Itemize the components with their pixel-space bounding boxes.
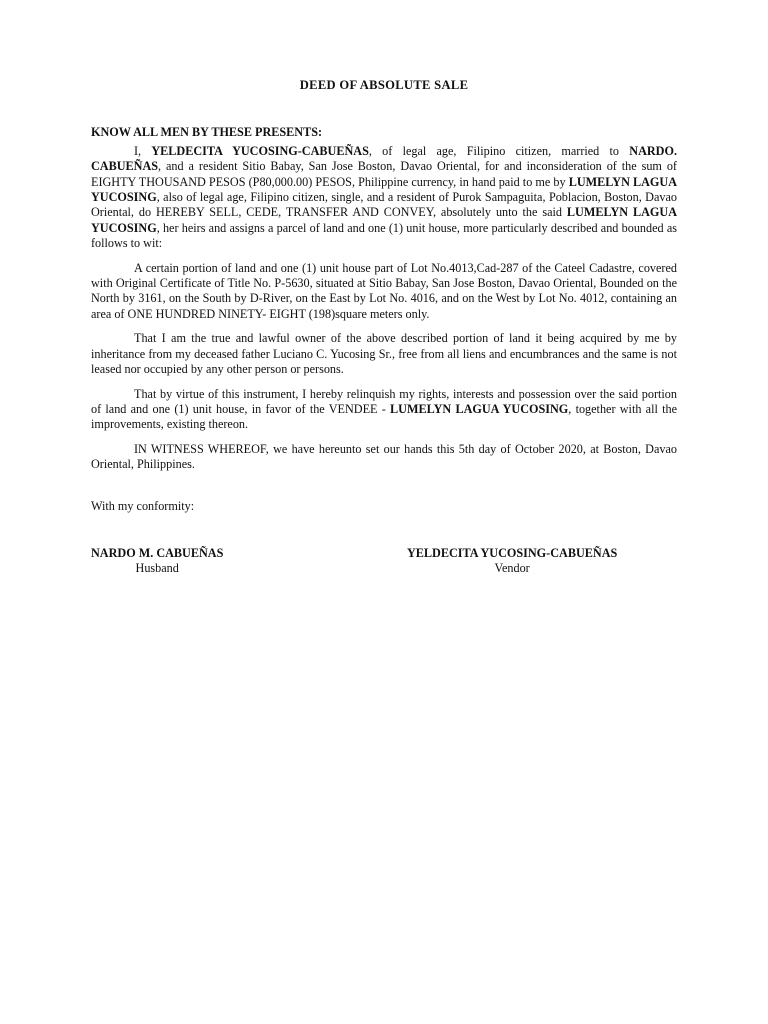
p4-text-2: , together with all the improvements, existing thereon. — [91, 401, 677, 432]
paragraph-sale-terms — [91, 144, 677, 252]
paragraph-witness: IN WITNESS WHEREOF, we have hereunto set our hands this 5th day of October 2020, at Boston, Davao Oriental, Philippines. — [91, 441, 677, 472]
p1-text-2: , of legal age, Filipino citizen, married to — [368, 143, 630, 158]
signatory-name: YELDECITA YUCOSING-CABUEÑAS — [407, 545, 618, 560]
vendee-name-final: LUMELYN LAGUA YUCOSING — [390, 401, 569, 416]
p1-text-4: , also of legal age, Filipino citizen, single, and a resident of Purok Sampaguita, Poblacion, Boston, Davao Oriental, do HEREBY SELL, CEDE, TRANSFER AND CONVEY, absolutely unto the said — [91, 190, 677, 220]
vendee-name-repeat: LUMELYN LAGUA YUCOSING — [91, 205, 677, 235]
signatory-vendor — [407, 546, 617, 577]
signatory-husband — [91, 546, 223, 577]
signatory-name: NARDO M. CABUEÑAS — [91, 545, 224, 560]
document-title: DEED OF ABSOLUTE SALE — [299, 78, 469, 92]
p1-text-1: I, — [134, 143, 152, 158]
paragraph-property-description: A certain portion of land and one (1) unit house part of Lot No.4013,Cad-287 of the Cateel Cadastre, covered with Original Certificate of Title No. P-5630, situated at Sitio Babay, San Jose Boston, Davao Oriental, Bounded on the North by 3161, on the South by D-River, on the East by Lot No. 4016, and on the West by Lot No. 4012, containing an area of ONE HUNDRED NINETY- EIGHT (198)square meters only. — [91, 260, 677, 321]
husband-name: NARDO. CABUEÑAS — [91, 143, 677, 174]
vendee-name: LUMELYN LAGUA YUCOSING — [91, 174, 678, 205]
signatory-role: Vendor — [494, 561, 530, 576]
signatory-role: Husband — [135, 561, 179, 576]
conformity-label: With my conformity: — [91, 498, 195, 513]
signature-block — [91, 546, 677, 586]
p4-text-1: That by virtue of this instrument, I hereby relinquish my rights, interests and possession over the said portion of land and one (1) unit house, in favor of the VENDEE - — [91, 386, 677, 416]
paragraph-ownership: That I am the true and lawful owner of the above described portion of land it being acquired by me by inheritance from my deceased father Luciano C. Yucosing Sr., free from all liens and encumbrances and the same is not leased nor occupied by any other person or persons. — [91, 331, 677, 377]
p1-text-5: , her heirs and assigns a parcel of land and one (1) unit house, more particularly described and bounded as follows to wit: — [91, 220, 677, 251]
vendor-name: YELDECITA YUCOSING-CABUEÑAS — [151, 143, 369, 158]
paragraph-relinquish — [91, 387, 677, 433]
intro-heading: KNOW ALL MEN BY THESE PRESENTS: — [91, 125, 323, 140]
deed-document — [91, 78, 677, 586]
p1-text-3: , and a resident Sitio Babay, San Jose Boston, Davao Oriental, for and inconsideration of the sum of EIGHTY THOUSAND PESOS (P80,000.00) PESOS, Philippine currency, in hand paid to me by — [91, 159, 677, 189]
